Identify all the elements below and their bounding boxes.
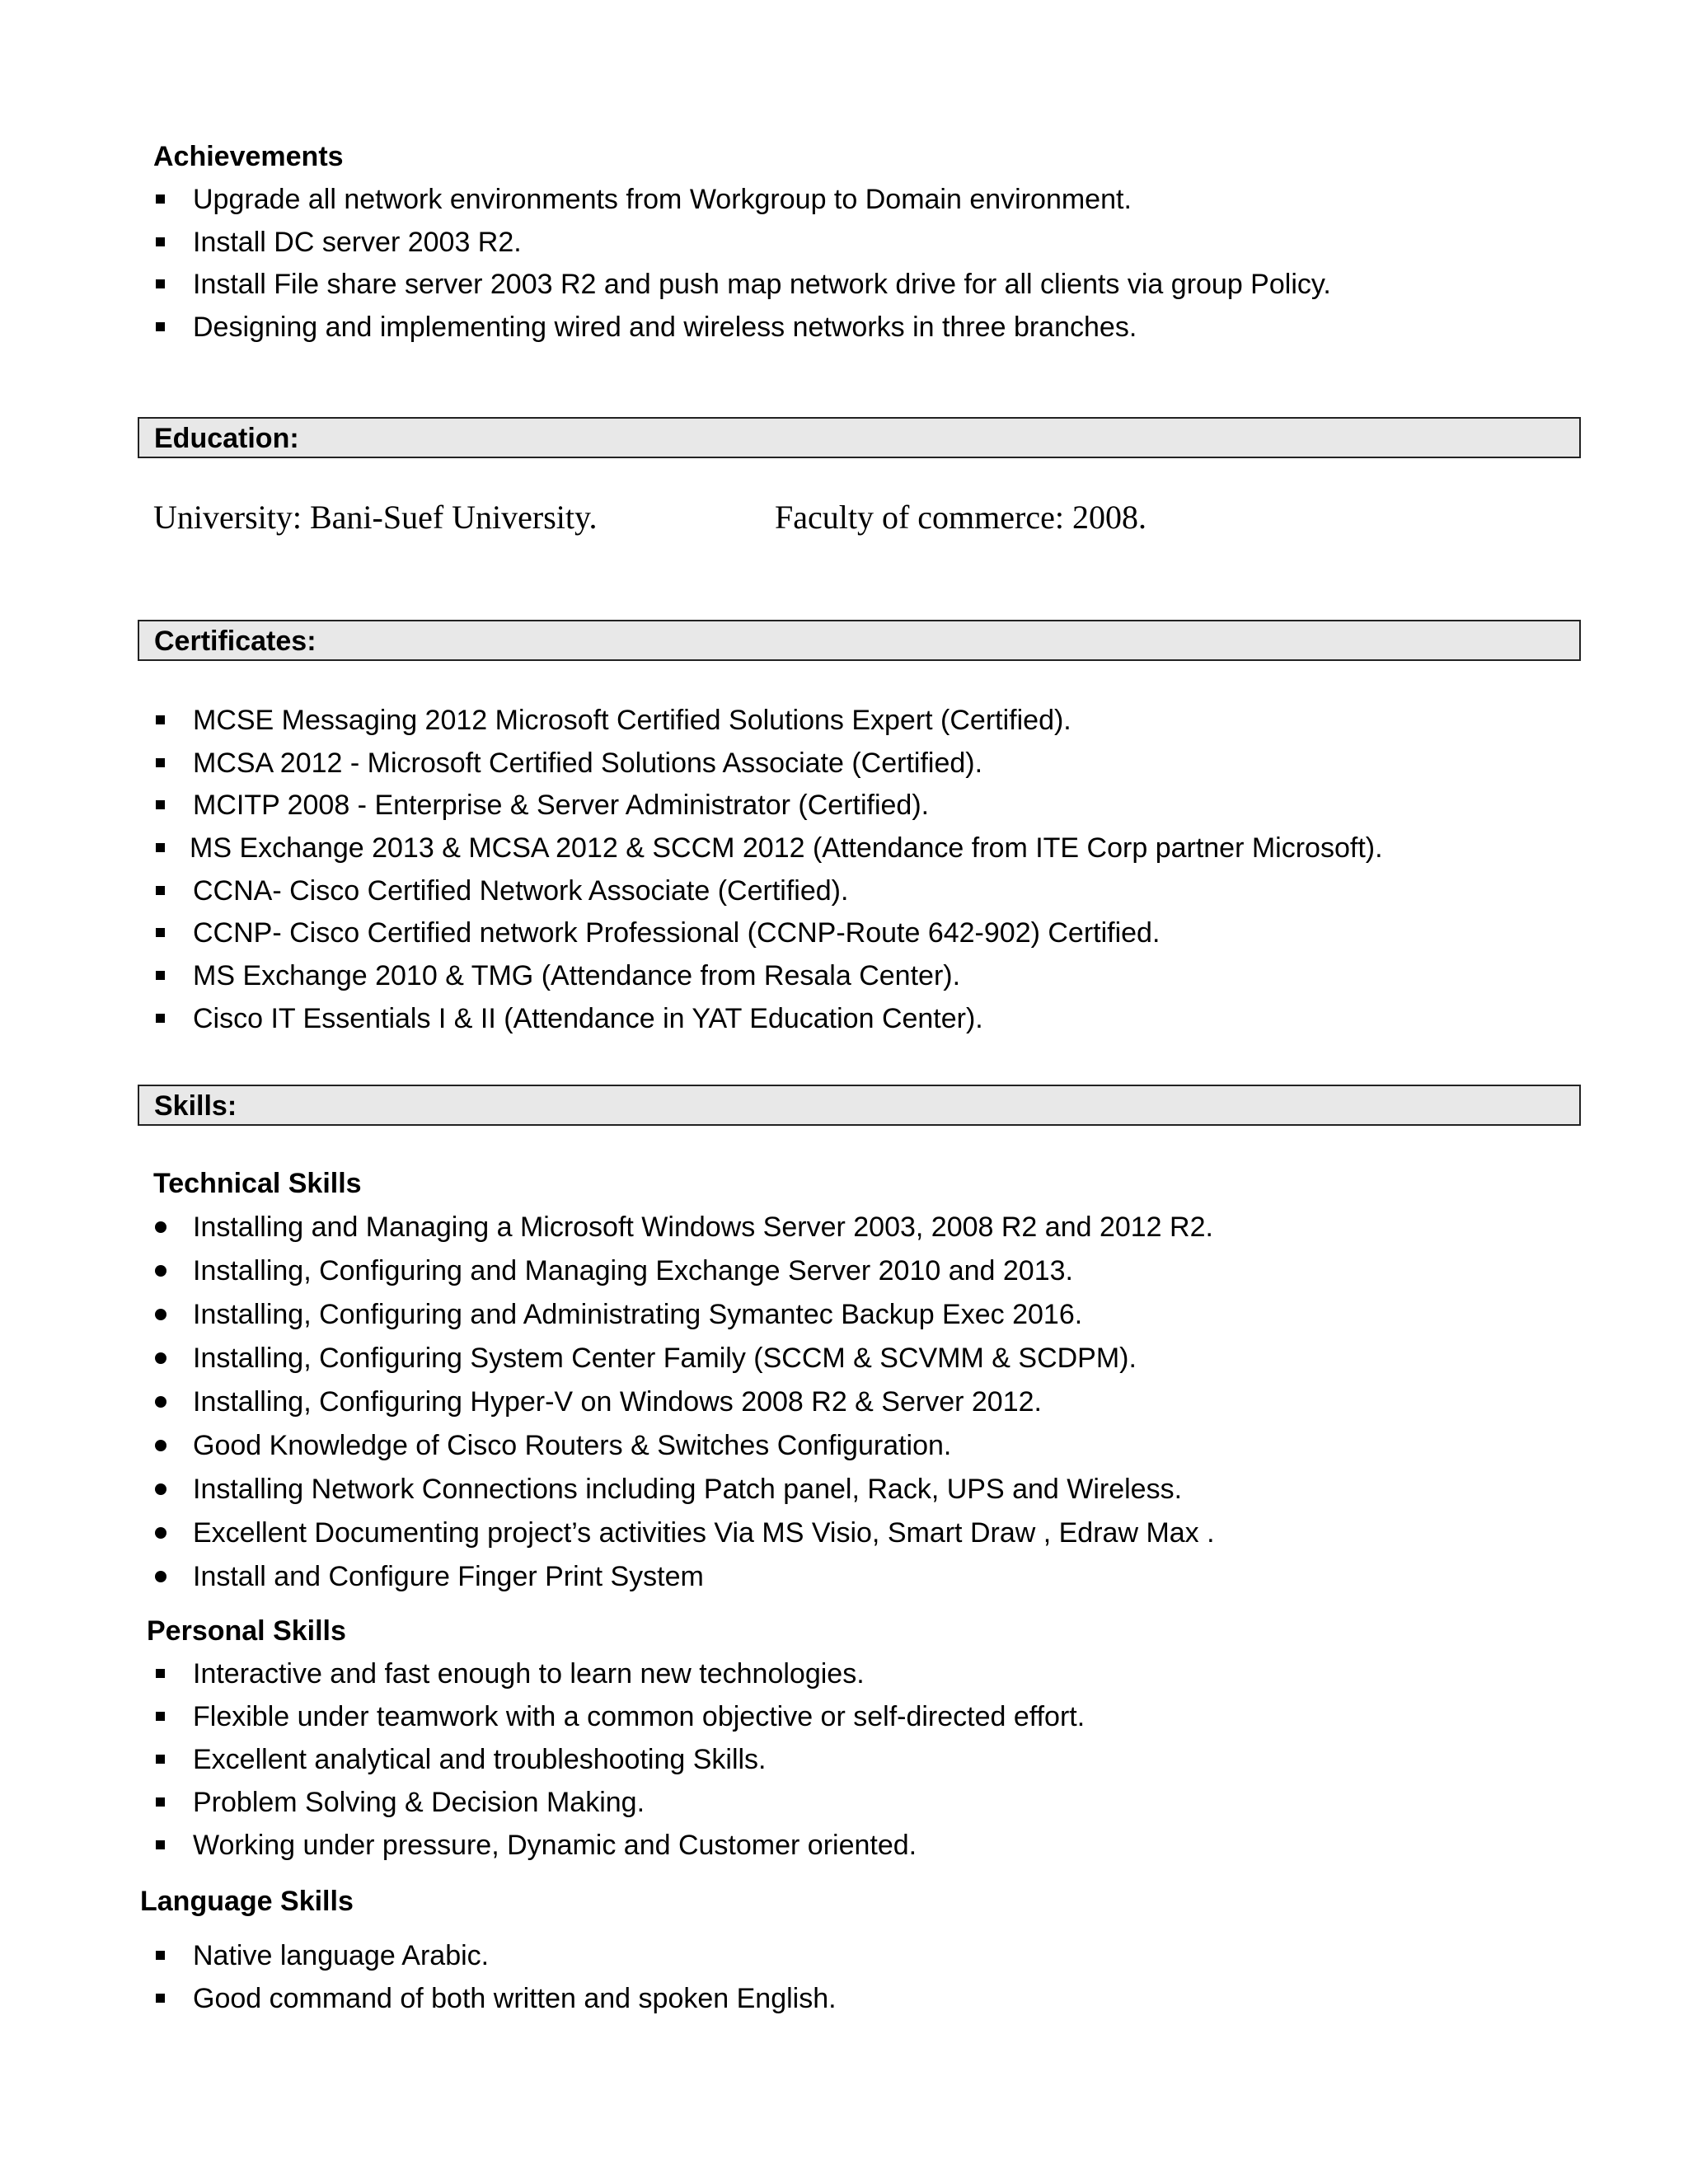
round-bullet-icon (155, 1352, 166, 1364)
language-skills-heading: Language Skills (140, 1886, 354, 1917)
square-bullet-icon (156, 1840, 165, 1849)
achievements-heading: Achievements (153, 141, 344, 172)
education-faculty: Faculty of commerce: 2008. (775, 499, 1146, 536)
square-bullet-icon (156, 800, 165, 809)
skills-section-header (138, 1085, 1581, 1126)
certificates-section-header (138, 620, 1581, 661)
square-bullet-icon (156, 1712, 165, 1721)
square-bullet-icon (156, 1951, 165, 1960)
round-bullet-icon (155, 1440, 166, 1451)
square-bullet-icon (156, 194, 165, 204)
square-bullet-icon (156, 715, 165, 724)
round-bullet-icon (155, 1221, 166, 1233)
square-bullet-icon (156, 1994, 165, 2003)
round-bullet-icon (155, 1309, 166, 1320)
round-bullet-icon (155, 1396, 166, 1408)
square-bullet-icon (156, 971, 165, 980)
technical-skills-heading: Technical Skills (153, 1168, 362, 1199)
square-bullet-icon (156, 758, 165, 767)
square-bullet-icon (156, 322, 165, 331)
education-university: University: Bani-Suef University. (153, 499, 598, 536)
square-bullet-icon (156, 843, 165, 852)
round-bullet-icon (155, 1265, 166, 1277)
square-bullet-icon (156, 886, 165, 895)
resume-page: Achievements Upgrade all network environments from Workgroup to Domain environment. Install DC server 2003 R2. Install File share server 2003 R2 and push map network drive for all clients via group Policy. Designing and implementing wired and wireless networks in three branches. Education: University: Bani-Suef University. Faculty of commerce: 2008. Certificates: MCSE Messaging 2012 Microsoft Certified Solutions Expert (Certified). MCSA 2012 - Microsoft Certified Solutions Associate (Certified). MCITP 2008 - Enterprise & Server Administrator (Certified). MS Exchange 2013 & MCSA 2012 & SCCM 2012 (Attendance from ITE Corp partner Microsoft). CCNA- Cisco Certified Network Associate (Certified). CCNP- Cisco Certified network Professional (CCNP-Route 642-902) Certified. MS Exchange 2010 & TMG (Attendance from Resala Center). Cisco IT Essentials I & II (Attendance in YAT Education Center). Skills: Technical Skills Installing and Managing a Microsoft Windows Server 2003, 2008 R2 and 2012 R2. Installing, Configuring and Managing Exchange Server 2010 and 2013. Installing, Configuring and Administrating Symantec Backup Exec 2016. Installing, Configuring System Center Family (SCCM & SCVMM & SCDPM). Installing, Configuring Hyper-V on Windows 2008 R2 & Server 2012. Good Knowledge of Cisco Routers & Switches Configuration. Installing Network Connections including Patch panel, Rack, UPS and Wireless. Excellent Documenting project’s activities Via MS Visio, Smart Draw , Edraw Max . Install and Configure Finger Print System Personal Skills Interactive and fast enough to learn new technologies. Flexible under teamwork with a common objective or self-directed effort. Excellent analytical and troubleshooting Skills. Problem Solving & Decision Making. Working under pressure, Dynamic and Customer oriented. Language Skills Native language Arabic. Good command of both written and spoken English. (0, 0, 1688, 2184)
square-bullet-icon (156, 1797, 165, 1807)
square-bullet-icon (156, 1669, 165, 1678)
education-heading: Education: (154, 423, 299, 454)
education-section-header (138, 417, 1581, 458)
square-bullet-icon (156, 928, 165, 937)
skills-heading: Skills: (154, 1090, 237, 1122)
round-bullet-icon (155, 1571, 166, 1582)
round-bullet-icon (155, 1483, 166, 1495)
round-bullet-icon (155, 1527, 166, 1539)
square-bullet-icon (156, 1014, 165, 1023)
square-bullet-icon (156, 279, 165, 288)
certificates-heading: Certificates: (154, 626, 316, 657)
personal-skills-heading: Personal Skills (147, 1615, 346, 1647)
square-bullet-icon (156, 237, 165, 246)
square-bullet-icon (156, 1755, 165, 1764)
